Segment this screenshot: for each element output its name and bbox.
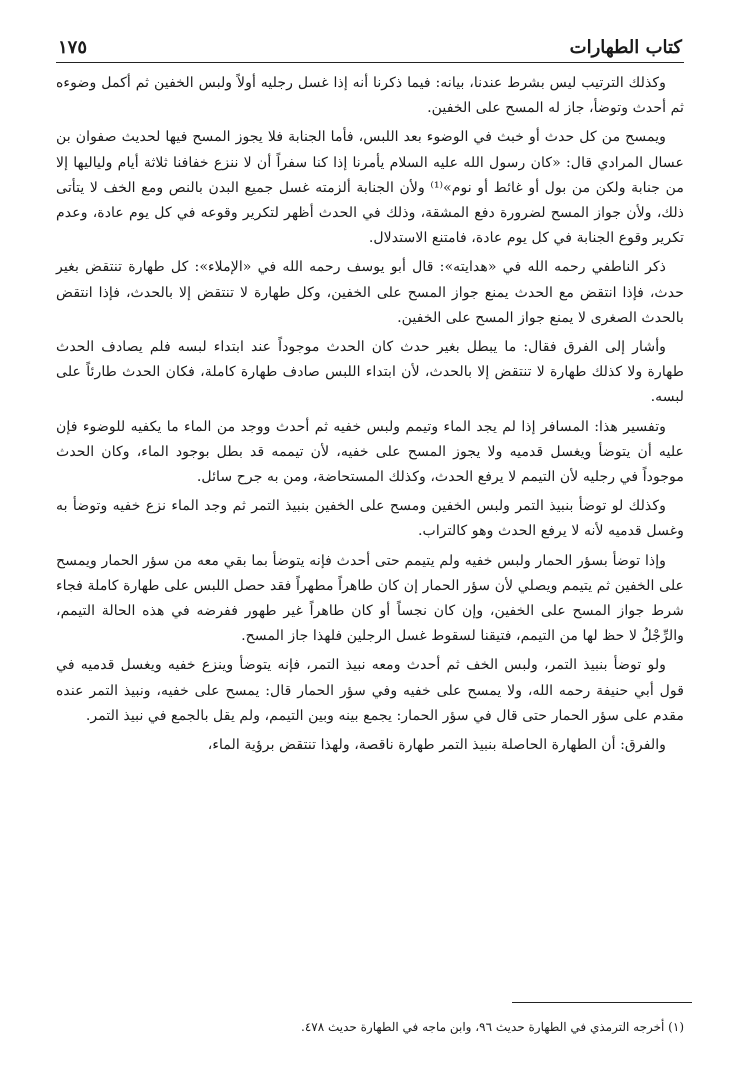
paragraph: ولو توضأ بنبيذ التمر، ولبس الخف ثم أحدث ومعه نبيذ التمر، فإنه يتوضأ وينزع خفيه ويغسل قدميه في قول أبي حنيفة رحمه الله، ولا يمسح على خفيه وفي سؤر الحمار قال: يمسح على خفيه، ونبيذ التمر عنده مقدم على سؤر الحمار حتى قال في سؤر الحمار: يجمع بينه وبين التيمم، ولم يقل بالجمع في نبيذ التمر. (56, 657, 684, 724)
paragraph: ويمسح من كل حدث أو خبث في الوضوء بعد اللبس، فأما الجنابة فلا يجوز المسح فيها لحديث صفوان بن عسال المرادي قال: «كان رسول الله عليه السلام يأمرنا إذا كنا سفراً أن لا ننزع خفافنا ثلاثة أيام ولياليها إلا من جنابة ولكن من بول أو غائط أو نوم»⁽¹⁾ ولأن الجنابة ألزمته غسل جميع البدن بالنص ومع الخف لا يتأتى ذلك، ولأن جواز المسح لضرورة دفع المشقة، وذلك في الحدث أظهر لتكرير وقوعه في كل يوم عادة، وعدم تكرير وقوع الجنابة في كل يوم عادة، فامتنع الاستدلال. (56, 129, 684, 247)
running-header (56, 28, 684, 63)
book-page (56, 28, 684, 762)
paragraph: وكذلك لو توضأ بنبيذ التمر ولبس الخفين ومسح على الخفين بنبيذ التمر ثم وجد الماء نزع خفيه وتوضأ به وغسل قدميه لأنه لا يرفع الحدث وهو كالتراب. (56, 498, 684, 540)
paragraph: وأشار إلى الفرق فقال: ما يبطل بغير حدث كان الحدث موجوداً عند ابتداء لبسه فلم يصادف الحدث طهارة ولا كذلك طهارة لا تنتقض إلا بالحدث، لأن ابتداء اللبس صادف طهارة كاملة، فكان الحدث طارئاً على لبسه. (56, 339, 684, 406)
footnote-divider (512, 1002, 692, 1003)
book-title: كتاب الطهارات (569, 37, 682, 58)
paragraph: وكذلك الترتيب ليس بشرط عندنا، بيانه: فيما ذكرنا أنه إذا غسل رجليه أولاً ولبس الخفين ثم أكمل وضوءه ثم أحدث وتوضأ، جاز له المسح على الخفين. (56, 75, 684, 117)
paragraph: ذكر الناطفي رحمه الله في «هدايته»: قال أبو يوسف رحمه الله في «الإملاء»: كل طهارة تنتقض بغير حدث، فإذا انتقض مع الحدث يمنع جواز المسح على الخفين، وكل طهارة لا تنتقض إلا بالحدث، فإذا انتقض بالحدث الصغرى لا يمنع جواز المسح على الخفين. (56, 259, 684, 326)
paragraph: وإذا توضأ بسؤر الحمار ولبس خفيه ولم يتيمم حتى أحدث فإنه يتوضأ بما بقي معه من سؤر الحمار ويمسح على الخفين ثم يتيمم ويصلي لأن سؤر الحمار إن كان طاهراً مطهراً فقد حصل اللبس على طهارة كاملة فجاء شرط جواز المسح على الخفين، وإن كان نجساً أو كان طاهراً غير طهور ففرضه في هذه الحالة التيمم، والرِّجْلُ لا حظ لها من التيمم، فتيقنا لسقوط غسل الرجلين فلهذا جاز المسح. (56, 552, 684, 645)
paragraph: والفرق: أن الطهارة الحاصلة بنبيذ التمر طهارة ناقصة، ولهذا تنتقض برؤية الماء، (207, 737, 666, 754)
paragraph: وتفسير هذا: المسافر إذا لم يجد الماء وتيمم ولبس خفيه ثم أحدث ووجد من الماء ما يكفيه للوضوء فإن عليه أن يتوضأ ويغسل قدميه ولا يجوز المسح على خفيه، لأن تيممه قد بطل بوجود الماء، وكان الحدث موجوداً في رجليه لأن التيمم لا يرفع الحدث، وكذلك المستحاضة، ومن به جرح سائل. (56, 418, 684, 486)
footnote: (١) أخرجه الترمذي في الطهارة حديث ٩٦، وابن ماجه في الطهارة حديث ٤٧٨. (300, 1020, 684, 1034)
page-number: ١٧٥ (58, 37, 88, 58)
main-text (56, 71, 684, 758)
